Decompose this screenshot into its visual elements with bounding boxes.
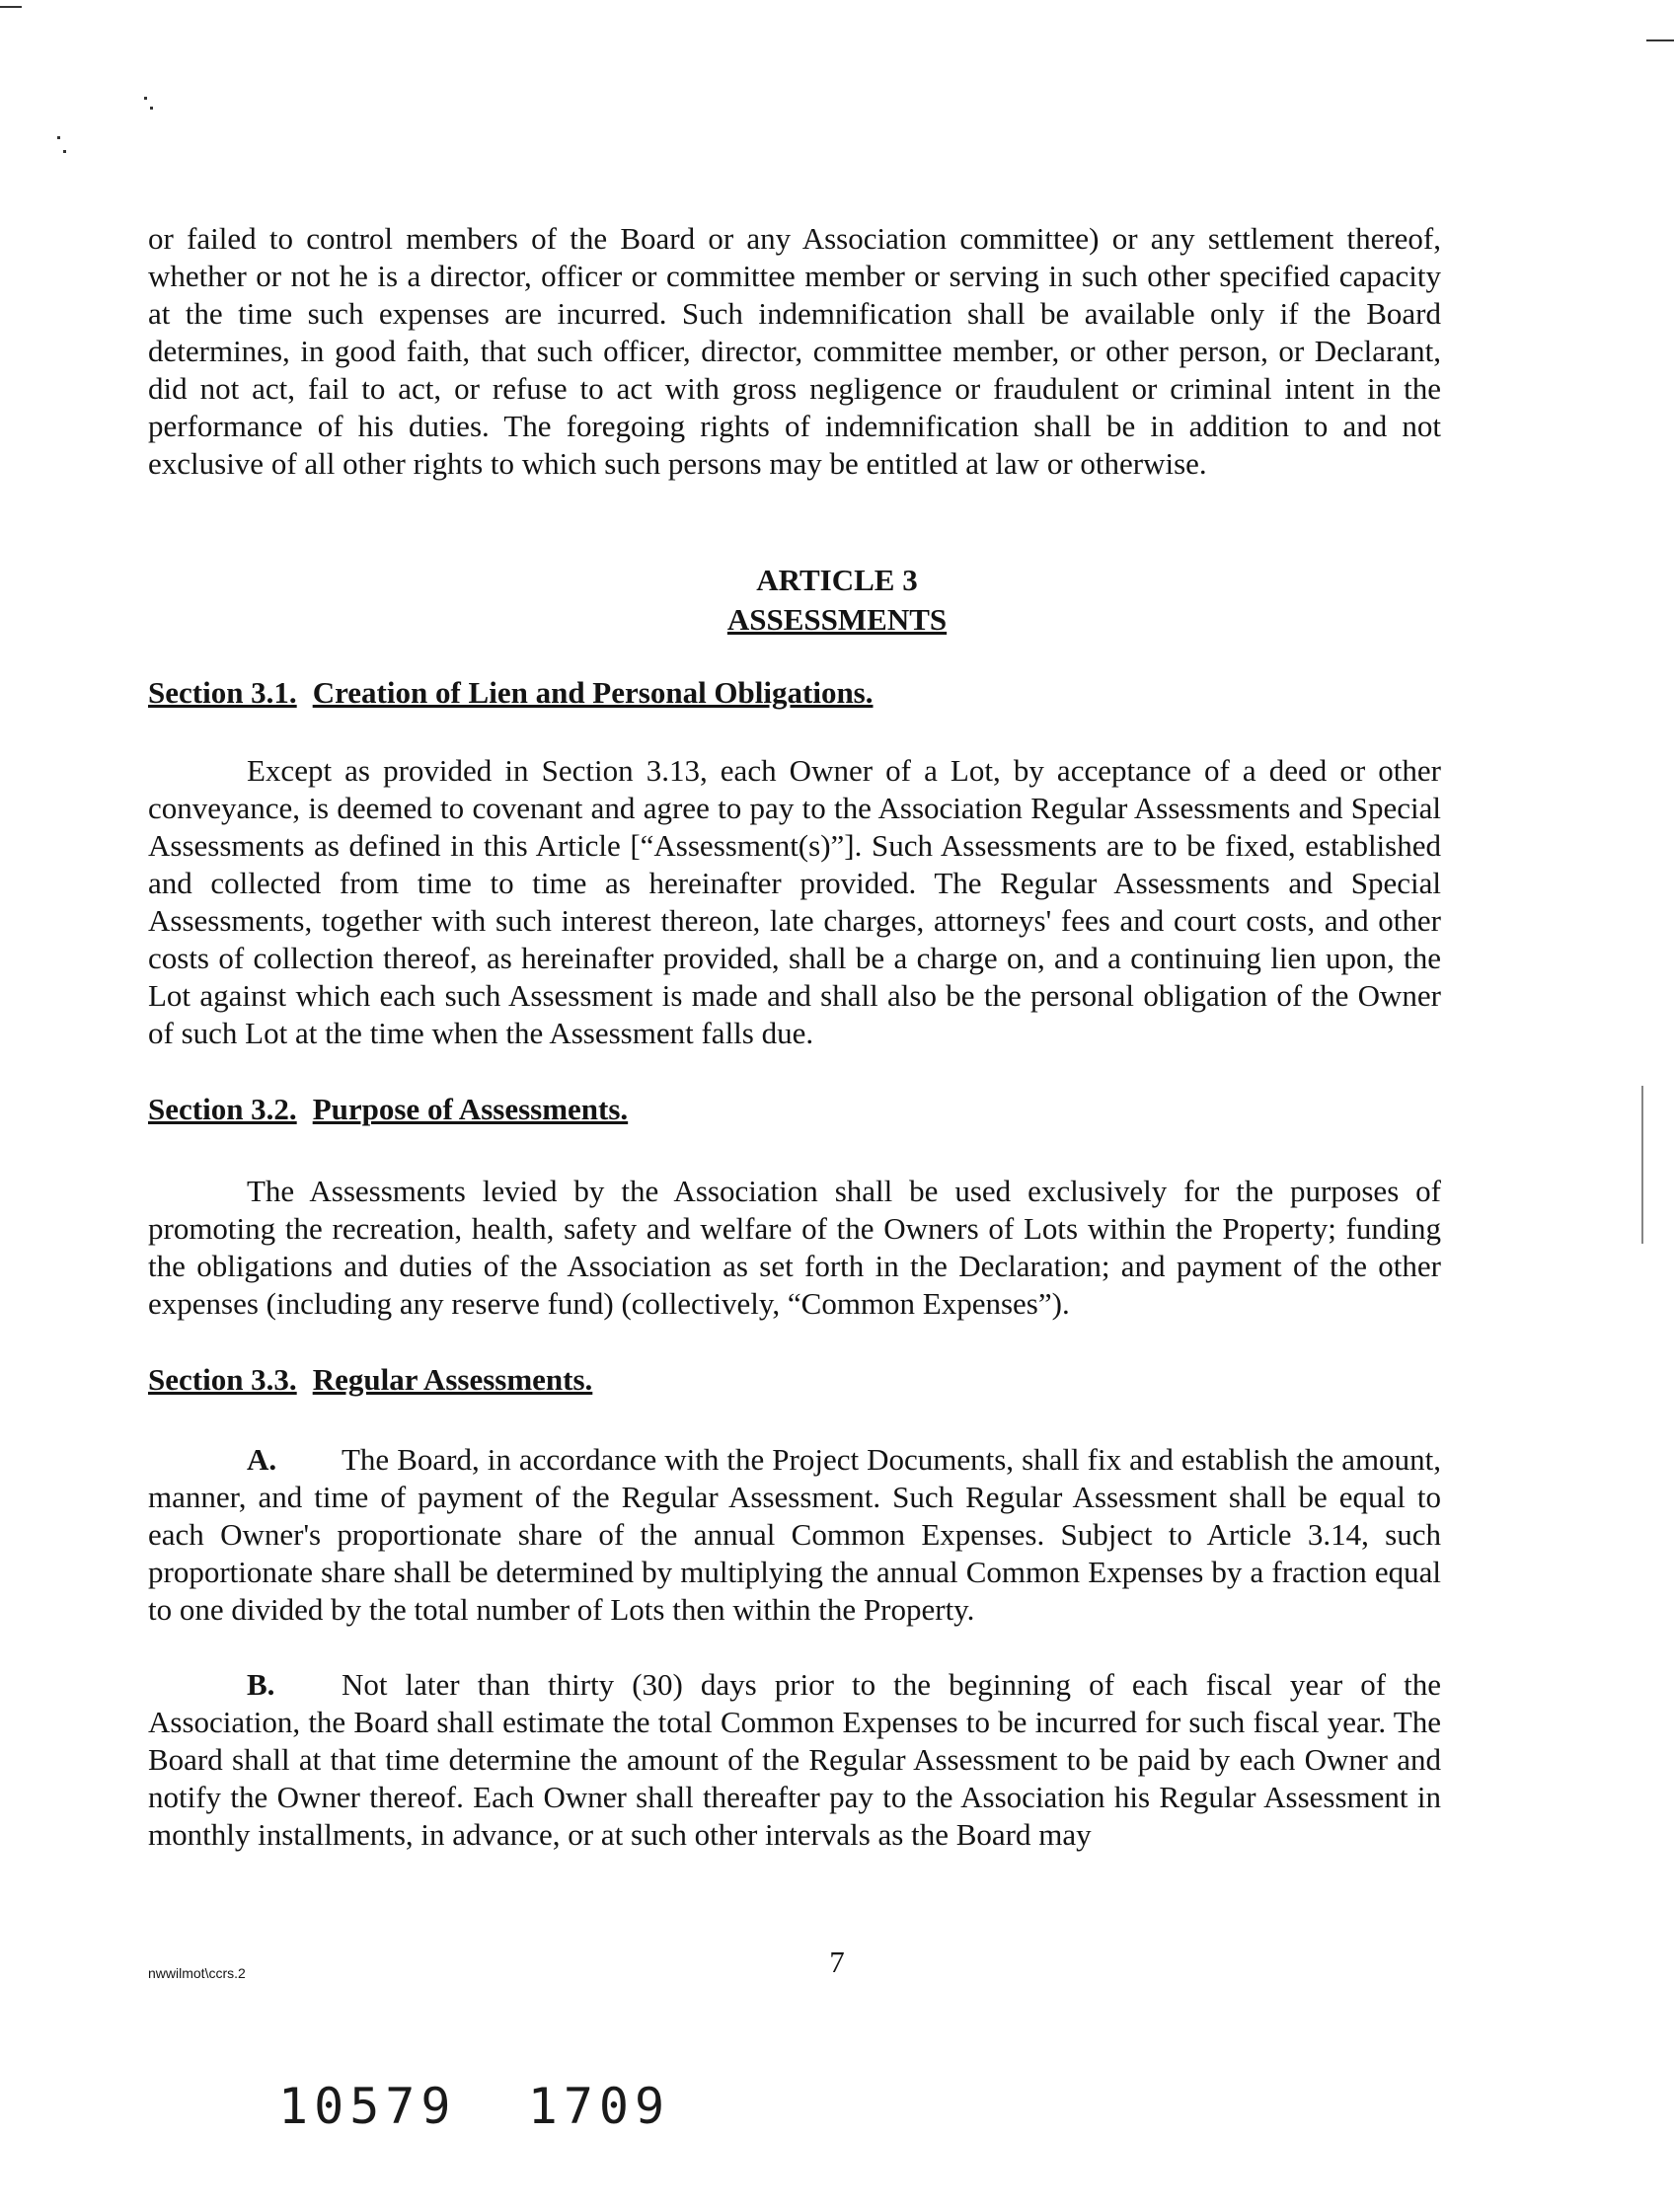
article-label: ARTICLE 3 [756,563,918,597]
scan-edge-line-right [1641,1086,1643,1244]
scan-speck [57,136,60,139]
article-title: ASSESSMENTS [726,602,948,637]
subsection-b [148,1666,1441,1854]
subsection-letter: B. [247,1667,275,1702]
subsection-body: The Board, in accordance with the Project Documents, shall fix and establish the amount, manner, and time of payment of the Regular Assessment. Such Regular Assessment shall be equal to each Owner's proportionate share of the annual Common Expenses. Subject to Article 3.14, such proportionate share shall be determined by multiplying the annual Common Expenses by a fraction equal to one divided by the total number of Lots then within the Property. [148,1442,1441,1627]
section-number: Section 3.2. [148,1092,297,1126]
section-number: Section 3.1. [148,675,297,710]
section-number: Section 3.3. [148,1362,297,1397]
scan-speck [144,97,147,100]
scan-speck [63,150,66,153]
section-title: Regular Assessments. [312,1362,593,1397]
continuation-paragraph: or failed to control members of the Board or any Association committee) or any settlement thereof, whether or not he is a director, officer or committee member or serving in such other specified capacity at the time such expenses are incurred. Such indemnification shall be available only if the Board determines, in good faith, that such officer, director, committee member, or other person, or Declarant, did not act, fail to act, or refuse to act with gross negligence or fraudulent or criminal intent in the performance of his duties. The foregoing rights of indemnification shall be in addition to and not exclusive of all other rights to which such persons may be entitled at law or otherwise. [148,221,1441,481]
subsection-a [148,1441,1441,1629]
scan-speck [150,107,153,110]
section-3-2-body: The Assessments levied by the Association shall be used exclusively for the purposes of promoting the recreation, health, safety and welfare of the Owners of Lots within the Property; funding the obligations and duties of the Association as set forth in the Declaration; and payment of the other expenses (including any reserve fund) (collectively, “Common Expenses”). [148,1174,1441,1321]
section-3-2-heading [148,1090,628,1129]
section-3-1-heading [148,673,874,713]
subsection-body: Not later than thirty (30) days prior to the beginning of each fiscal year of the Association, the Board shall estimate the total Common Expenses to be incurred for such fiscal year. The Board shall at that time determine the amount of the Regular Assessment to be paid by each Owner and notify the Owner thereof. Each Owner shall thereafter pay to the Association his Regular Assessment in monthly installments, in advance, or at such other intervals as the Board may [148,1667,1441,1852]
recording-stamp: 10579 1709 [278,2078,671,2135]
footer-file-reference: nwwilmot\ccrs.2 [148,1965,246,1981]
section-3-3-heading [148,1360,592,1400]
subsection-letter: A. [247,1442,277,1477]
section-3-1-body: Except as provided in Section 3.13, each Owner of a Lot, by acceptance of a deed or other conveyance, is deemed to covenant and agree to pay to the Association Regular Assessments and Special Assessments as defined in this Article [“Assessment(s)”]. Such Assessments are to be fixed, established and collected from time to time as hereinafter provided. The Regular Assessments and Special Assessments, together with such interest thereon, late charges, attorneys' fees and court costs, and other costs of collection thereof, as hereinafter provided, shall be a charge on, and a continuing lien upon, the Lot against which each such Assessment is made and shall also be the personal obligation of the Owner of such Lot at the time when the Assessment falls due. [148,753,1441,1050]
section-title: Purpose of Assessments. [312,1092,629,1126]
section-title: Creation of Lien and Personal Obligations. [312,675,874,710]
article-heading [0,561,1674,640]
page-number: 7 [829,1945,845,1979]
scan-edge-mark-top-left [0,6,22,8]
scan-edge-mark-top-right [1646,39,1674,41]
